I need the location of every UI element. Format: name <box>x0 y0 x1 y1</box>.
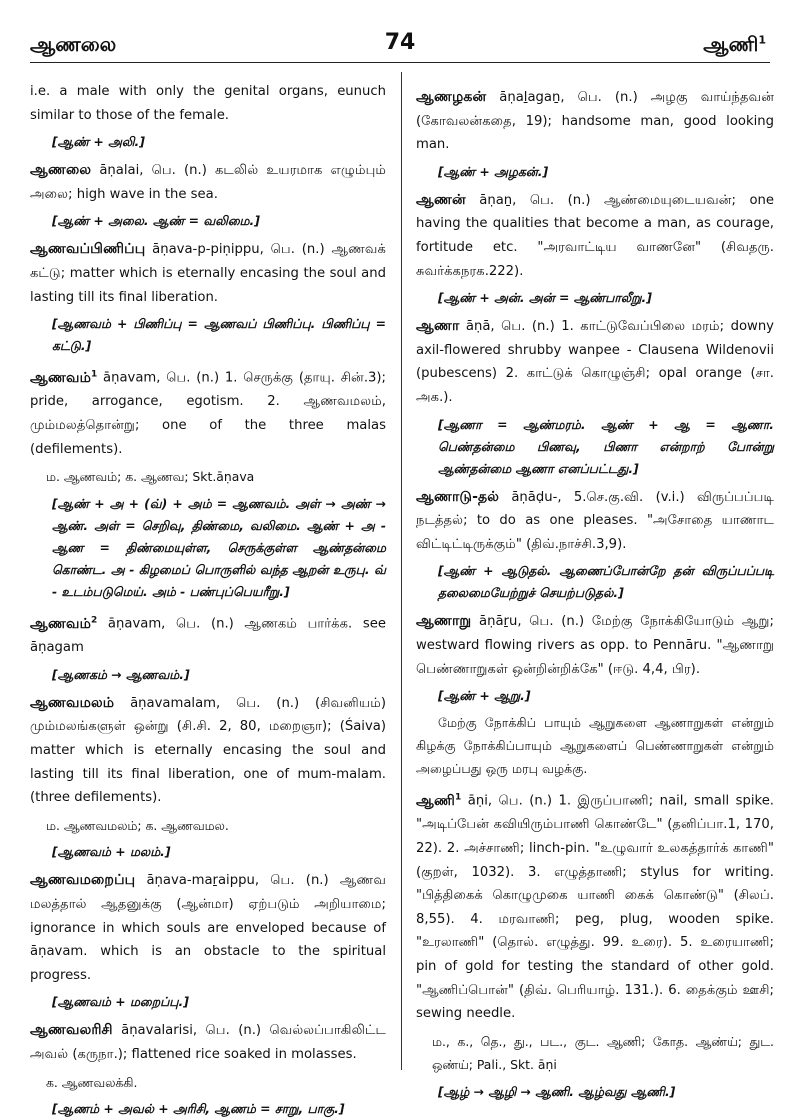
entry-headword <box>30 695 114 711</box>
dictionary-entry <box>416 610 774 681</box>
entry-definition: āṇāḍu-, 5.செ.கு.வி. (v.i.) விருப்பப்படி நடத்தல்; to do as one pleases. "அசோதை யாணாட விட்டிட்டிருக்கும்" (திவ்.நாச்சி.3,9). <box>416 489 774 552</box>
entry-headword <box>416 192 466 208</box>
etymology-note: [ஆணவம் + மலம்.] <box>52 844 171 860</box>
entry-definition: āṇā, பெ. (n.) 1. காட்டுவேப்பிலை மரம்; downy axil-flowered shrubby wanpee - Clausena Wildenovii (pubescens) 2. காட்டுக் கொழுஞ்சி; opal orange (சா. அக.). <box>416 319 774 405</box>
dictionary-entry <box>416 189 774 283</box>
headword-sup: 1 <box>455 792 462 803</box>
entry-headword <box>30 370 97 386</box>
cognates-line: ம., க., தெ., து., பட., குட. ஆணி; கோத. ஆண்ய்; துட. ஒண்ய்; Pali., Skt. āṇi <box>432 1033 774 1073</box>
etymology-note: [ஆண் + ஆடுதல். ஆணைப்போன்றே தன் விருப்பப்படி தலைமையேற்றுச் செயற்படுதல்.] <box>438 563 774 601</box>
etymology-note: [ஆண் + அழகன்.] <box>438 163 549 179</box>
left-guide-word: ஆணலை <box>30 32 117 56</box>
headword-sup: 1 <box>91 369 98 380</box>
dictionary-entry <box>416 486 774 557</box>
headword-text: ஆணவமலம் <box>30 694 115 711</box>
entry-headword <box>30 162 91 178</box>
entry-headword <box>416 318 459 334</box>
headword-text: ஆணழகன் <box>416 89 487 105</box>
dictionary-entry <box>30 869 386 987</box>
headword-text: ஆணி <box>416 792 456 809</box>
cognates-line: க. ஆணவலக்கி. <box>46 1074 138 1090</box>
etymology-note: [ஆண் + அ + (வ்) + அம் = ஆணவம். அள் → அண் → ஆண். அள் = செறிவு, திண்மை, வலிமை. ஆண் + அ - ஆண = திண்மையுள்ள, செருக்குள்ள ஆண்தன்மை கொண்ட. அ - கிழமைப் பொருளில் வந்த ஆறன் உருபு. வ் - உடம்படுமெய். அம் - பண்புப்பெயரீறு.] <box>52 495 386 599</box>
etymology-note: [ஆண் + அலை. ஆண் = வலிமை.] <box>52 213 260 229</box>
entry-headword <box>30 241 145 257</box>
dictionary-entry <box>30 363 386 461</box>
usage-note: மேற்கு நோக்கிப் பாயும் ஆறுகளை ஆணாறுகள் என்றும் கிழக்கு நோக்கிப்பாயும் ஆறுகளைப் பெண்ணாறுகள் என்றும் அழைப்பது ஒரு மரபு வழக்கு. <box>416 715 774 777</box>
etymology-note: [ஆழ் → ஆழி → ஆணி. ஆழ்வது ஆணி.] <box>438 1083 676 1099</box>
entry-headword <box>416 489 499 505</box>
entry-definition: āṇavam, பெ. (n.) 1. செருக்கு (தாயு. சின்.3); pride, arrogance, egotism. 2. ஆணவமலம், மும்மலத்தொன்று; one of the three malas (defilements). <box>30 370 386 457</box>
entry-headword <box>416 793 461 809</box>
headword-text: ஆணவமறைப்பு <box>30 872 136 889</box>
cognates-line: ம. ஆணவம்; க. ஆணவ; Skt.āṇava <box>46 469 255 485</box>
right-guide-word <box>703 32 766 59</box>
entry-definition: āṇalai, பெ. (n.) கடலில் உயரமாக எழும்பும் அலை; high wave in the sea. <box>30 163 386 202</box>
headword-text: ஆணாறு <box>416 613 472 630</box>
entry-definition: āṇavalarisi, பெ. (n.) வெல்லப்பாகிலிட்ட அவல் (கருநா.); flattened rice soaked in molasses. <box>30 1023 386 1062</box>
entry-definition: āṇi, பெ. (n.) 1. இருப்பாணி; nail, small spike. "அடிப்பேன் கவியிரும்பாணி கொண்டே" (தனிப்பா.1, 170, 22). 2. அச்சாணி; linch-pin. "உழுவார் உலகத்தார்க் காணி" (குறள், 1032). 3. எழுத்தாணி; stylus for writing. "பித்திகைக் கொழுமுகை யாணி கைக் கொண்டு" (சிலப். 8,55). 4. மரவாணி; peg, plug, wooden spike. "உரலாணி" (தொல். எழுத்து. 99. உரை). 5. உரையாணி; pin of gold for testing the standard of other gold. "ஆணிப்பொன்" (திவ். பெரியாழ். 131.). 6. தைக்கும் ஊசி; sewing needle. <box>416 793 774 1022</box>
right-column <box>416 80 774 1099</box>
dictionary-entry <box>30 238 386 309</box>
headword-text: ஆணாடு-தல் <box>416 488 499 505</box>
etymology-note: [ஆணம் + அவல் + அரிசி, ஆணம் = சாறு, பாகு.] <box>52 1101 345 1117</box>
headword-text: ஆணவம் <box>30 615 91 632</box>
dictionary-entry <box>416 786 774 1026</box>
continued-text: i.e. a male with only the genital organs, eunuch similar to those of the female. <box>30 84 386 123</box>
entry-headword <box>30 872 135 888</box>
dictionary-entry <box>30 692 386 810</box>
entry-definition: āṇava-maṟaippu, பெ. (n.) ஆணவ மலத்தால் ஆதனுக்கு (ஆன்மா) ஏற்படும் அறியாமை; ignorance in which souls are enveloped because of āṇavam. which is an obstacle to the spiritual progress. <box>30 873 386 983</box>
headword-text: ஆணவப்பிணிப்பு <box>30 241 146 258</box>
headword-sup: 2 <box>91 614 98 625</box>
left-column <box>30 80 386 1117</box>
dictionary-entry <box>30 159 386 206</box>
headword-text: ஆணவம் <box>30 369 91 386</box>
entry-headword <box>416 89 486 105</box>
headword-text: ஆணலை <box>30 162 92 179</box>
dictionary-entry <box>30 1019 386 1066</box>
right-guide-sup: 1 <box>758 33 766 47</box>
entry-headword <box>30 616 97 632</box>
entry-definition: āṇaṉ, பெ. (n.) ஆண்மையுடையவன்; one having the qualities that become a man, as courage, fortitude etc. "அரவாட்டிய வாணனே" (சிவதரு. சுவர்க்கநரக.222). <box>416 192 774 279</box>
entry-definition: āṇava-p-piṇippu, பெ. (n.) ஆணவக் கட்டு; matter which is eternally encasing the soul and lasting till its final liberation. <box>30 242 386 305</box>
dictionary-entry <box>416 86 774 157</box>
dictionary-entry <box>30 609 386 660</box>
column-divider <box>401 72 402 1070</box>
etymology-note: [ஆண் + அன். அன் = ஆண்பாலீறு.] <box>438 290 652 306</box>
etymology-note: [ஆண் + அலி.] <box>52 134 145 150</box>
etymology-note: [ஆணவம் + மறைப்பு.] <box>52 994 189 1010</box>
page-number: 74 <box>384 30 416 55</box>
entry-headword <box>416 613 471 629</box>
dictionary-entry <box>416 315 774 409</box>
etymology-note: [ஆணவம் + பிணிப்பு = ஆணவப் பிணிப்பு. பிணிப்பு = கட்டு.] <box>52 316 386 354</box>
etymology-note: [ஆணா = ஆண்மரம். ஆண் + ஆ = ஆணா. பெண்தன்மை பிணவு, பிணா என்றாற் போன்று ஆண்தன்மை ஆணா எனப்பட்டது.] <box>438 416 774 476</box>
entry-definition: āṇavamalam, பெ. (n.) (சிவனியம்) மும்மலங்களுள் ஒன்று (சி.சி. 2, 80, மறைஞா); (Śaiva) matter which is eternally encasing the soul and lasting till its final liberation, one of mum-malam. (three defilements). <box>30 695 386 806</box>
headword-text: ஆணவலரிசி <box>30 1022 113 1039</box>
entry-definition: āṇāṟu, பெ. (n.) மேற்கு நோக்கியோடும் ஆறு; westward flowing rivers as opp. to Pennāru. "ஆணாறு பெண்ணாறுகள் ஒன்றின்றிக்கே" (ஈடு. 4,4, பிர). <box>416 614 774 677</box>
entry-definition: āṇavam, பெ. (n.) ஆணகம் பார்க்க. see āṇagam <box>30 616 386 656</box>
entry-definition: āṇaḻagaṉ, பெ. (n.) அழகு வாய்ந்தவன் (கோவலன்கதை, 19); handsome man, good looking man. <box>416 90 774 153</box>
entry-headword <box>30 1022 113 1038</box>
etymology-note: [ஆணகம் → ஆணவம்.] <box>52 666 190 682</box>
cognates-line: ம. ஆணவமலம்; க. ஆணவமல. <box>46 817 229 833</box>
headword-text: ஆணா <box>416 318 460 335</box>
etymology-note: [ஆண் + ஆறு.] <box>438 688 531 704</box>
right-guide-text: ஆணி <box>703 32 759 56</box>
headword-text: ஆணன் <box>416 191 466 208</box>
page-header <box>30 28 770 63</box>
